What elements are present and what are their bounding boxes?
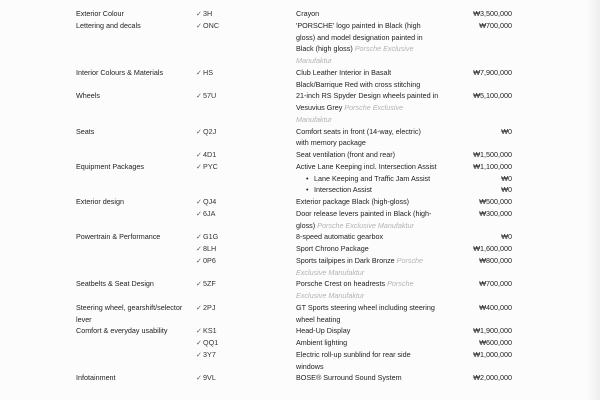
option-code — [196, 279, 252, 289]
option-code-text: 0P6 — [203, 255, 216, 265]
checkmark-icon: ✓ — [196, 197, 203, 206]
option-code-text: QJ4 — [203, 197, 217, 206]
option-code — [196, 303, 252, 313]
option-code — [196, 350, 252, 360]
option-description — [296, 291, 446, 301]
option-row — [0, 197, 600, 207]
option-description-text: with memory package — [296, 138, 366, 148]
option-description-text: 21-inch RS Spyder Design wheels painted in — [296, 91, 439, 101]
checkmark-icon: ✓ — [196, 326, 203, 336]
exclusive-manufaktur-note: Porsche Exclusive — [352, 44, 414, 54]
option-description-text: windows — [296, 361, 324, 371]
option-row — [0, 9, 600, 19]
option-price: ₩1,600,000 — [473, 244, 512, 253]
option-price: ₩1,100,000 — [473, 161, 512, 171]
option-price: ₩1,000,000 — [473, 349, 512, 359]
option-code — [196, 197, 252, 207]
option-code — [196, 162, 252, 172]
option-price: ₩700,000 — [479, 20, 512, 30]
option-price: ₩5,100,000 — [473, 91, 512, 101]
option-code-text: QQ1 — [203, 338, 219, 347]
option-row — [0, 115, 600, 125]
option-description — [296, 80, 446, 90]
option-row — [0, 362, 600, 372]
option-description — [296, 256, 446, 266]
option-description — [296, 138, 446, 148]
option-row — [0, 138, 600, 148]
option-code — [196, 326, 252, 336]
option-row — [0, 185, 600, 195]
option-row — [0, 33, 600, 43]
option-description-text: Exterior package Black (high-gloss) — [296, 197, 410, 206]
option-row — [0, 350, 600, 360]
option-category: Seatbelts & Seat Design — [76, 279, 154, 289]
option-description — [296, 244, 446, 254]
option-price: ₩500,000 — [479, 197, 512, 206]
option-price: ₩400,000 — [479, 302, 512, 312]
option-description — [296, 373, 446, 383]
option-description-text: 'PORSCHE' logo painted in Black (high — [296, 20, 421, 30]
option-description-text: Head-Up Display — [296, 326, 351, 336]
option-row — [0, 221, 600, 231]
exclusive-manufaktur-note: Porsche — [385, 279, 414, 289]
option-code-text: 8LH — [203, 244, 217, 253]
option-description-text: gloss) — [296, 220, 316, 230]
checkmark-icon: ✓ — [196, 161, 203, 171]
option-description — [296, 115, 446, 125]
checkmark-icon: ✓ — [196, 373, 203, 383]
checkmark-icon: ✓ — [196, 232, 203, 242]
option-description — [296, 162, 446, 172]
option-category: Equipment Packages — [76, 161, 144, 171]
option-code — [196, 209, 252, 219]
option-row — [0, 162, 600, 172]
option-code — [196, 244, 252, 254]
option-row — [0, 91, 600, 101]
option-row — [0, 21, 600, 31]
option-code — [196, 127, 252, 137]
checkmark-icon: ✓ — [196, 302, 203, 312]
option-description-text: Black (high gloss) — [296, 44, 353, 54]
option-description — [296, 279, 446, 289]
option-description-text: Electric roll-up sunblind for rear side — [296, 349, 411, 359]
option-description-text: Club Leather Interior in Basalt — [296, 67, 392, 77]
option-description-text: 8-speed automatic gearbox — [296, 232, 384, 242]
option-description-text: Vesuvius Grey — [296, 103, 343, 112]
option-category: Comfort & everyday usability — [76, 326, 168, 336]
option-code-text: PYC — [203, 161, 218, 171]
option-row — [0, 80, 600, 90]
option-code-text: Q2J — [203, 126, 217, 136]
option-category: Interior Colours & Materials — [76, 67, 164, 77]
exclusive-manufaktur-note: Exclusive Manufaktur — [296, 267, 365, 277]
option-code-text: 2PJ — [203, 302, 216, 312]
checkmark-icon: ✓ — [196, 9, 203, 18]
option-description-text: Black/Barrique Red with cross stitching — [296, 79, 421, 89]
option-description — [296, 338, 446, 348]
option-code — [196, 373, 252, 383]
option-description-text: Lane Keeping and Traffic Jam Assist — [314, 173, 431, 183]
option-description-text: Seat ventilation (front and rear) — [296, 150, 396, 159]
checkmark-icon: ✓ — [196, 208, 203, 218]
option-code-text: 6JA — [203, 208, 216, 218]
option-description — [296, 68, 446, 78]
option-description — [296, 268, 446, 278]
exclusive-manufaktur-note: Manufaktur — [296, 114, 332, 124]
option-description-text: BOSE® Surround Sound System — [296, 373, 402, 383]
option-price: ₩0 — [501, 232, 512, 242]
option-description-text: gloss) and model designation painted in — [296, 32, 423, 42]
option-price: ₩1,900,000 — [473, 326, 512, 336]
option-description — [296, 103, 446, 113]
checkmark-icon: ✓ — [196, 244, 203, 253]
option-price: ₩600,000 — [479, 338, 512, 347]
option-category: Infotainment — [76, 373, 116, 383]
option-price: ₩0 — [501, 173, 512, 183]
option-row — [0, 44, 600, 54]
option-description — [296, 197, 446, 207]
option-row — [0, 150, 600, 160]
option-description — [296, 350, 446, 360]
option-description — [296, 221, 446, 231]
option-description — [296, 91, 446, 101]
option-code — [196, 9, 252, 19]
option-category: Steering wheel, gearshift/selector — [76, 302, 183, 312]
option-description — [296, 315, 446, 325]
exclusive-manufaktur-note: Porsche Exclusive Manufaktur — [315, 220, 414, 230]
option-subitem — [296, 185, 464, 195]
scan-edge-shadow — [586, 0, 600, 400]
option-code — [196, 68, 252, 78]
checkmark-icon: ✓ — [196, 338, 203, 347]
option-row — [0, 103, 600, 113]
option-row — [0, 127, 600, 137]
option-row — [0, 256, 600, 266]
option-subitem — [296, 174, 464, 184]
option-category: Powertrain & Performance — [76, 232, 161, 242]
option-price: ₩2,000,000 — [473, 373, 512, 383]
option-description-text: Ambient lighting — [296, 338, 348, 347]
option-category: Exterior Colour — [76, 9, 124, 18]
option-description — [296, 127, 446, 137]
option-category: Seats — [76, 126, 95, 136]
option-description — [296, 150, 446, 160]
option-code — [196, 21, 252, 31]
option-description — [296, 44, 446, 54]
option-description-text: Sport Chrono Package — [296, 244, 369, 253]
option-row — [0, 209, 600, 219]
option-description-text: Sports tailpipes in Dark Bronze — [296, 255, 395, 265]
checkmark-icon: ✓ — [196, 91, 203, 101]
option-row — [0, 279, 600, 289]
option-row — [0, 373, 600, 383]
option-price: ₩300,000 — [479, 208, 512, 218]
option-row — [0, 174, 600, 184]
option-price: ₩800,000 — [479, 255, 512, 265]
option-category: Lettering and decals — [76, 20, 141, 30]
option-code — [196, 91, 252, 101]
option-description-text: GT Sports steering wheel including steering — [296, 302, 435, 312]
option-row — [0, 56, 600, 66]
checkmark-icon: ✓ — [196, 126, 203, 136]
option-description — [296, 56, 446, 66]
exclusive-manufaktur-note: Porsche — [394, 255, 424, 265]
option-code — [196, 232, 252, 242]
exclusive-manufaktur-note: Manufaktur — [296, 56, 332, 65]
option-code — [196, 256, 252, 266]
option-description-text: Comfort seats in front (14-way, electric) — [296, 126, 421, 136]
option-code — [196, 150, 252, 160]
option-code — [196, 338, 252, 348]
option-price: ₩3,500,000 — [473, 9, 512, 18]
checkmark-icon: ✓ — [196, 255, 203, 265]
option-price: ₩700,000 — [479, 279, 512, 289]
option-description-text: Active Lane Keeping incl. Intersection Assist — [296, 161, 437, 171]
option-code-text: 57U — [203, 91, 217, 101]
option-description-text: Door release levers painted in Black (high- — [296, 208, 432, 218]
option-row — [0, 338, 600, 348]
checkmark-icon: ✓ — [196, 150, 203, 159]
option-category: Exterior design — [76, 197, 124, 206]
option-row — [0, 291, 600, 301]
option-row — [0, 232, 600, 242]
option-code-text: KS1 — [203, 326, 217, 336]
option-category: lever — [76, 314, 92, 324]
option-description-text: Intersection Assist — [314, 185, 372, 195]
option-code-text: 3Y7 — [203, 349, 216, 359]
checkmark-icon: ✓ — [196, 20, 203, 30]
checkmark-icon: ✓ — [196, 349, 203, 359]
checkmark-icon: ✓ — [196, 67, 203, 77]
option-row — [0, 244, 600, 254]
option-code-text: ONC — [203, 20, 220, 30]
option-description-text: Porsche Crest on headrests — [296, 279, 386, 289]
option-description-text: Crayon — [296, 9, 320, 18]
exclusive-manufaktur-note: Exclusive Manufaktur — [296, 291, 365, 300]
exclusive-manufaktur-note: Porsche Exclusive — [342, 103, 404, 112]
option-description-text: wheel heating — [296, 314, 341, 324]
option-code-text: 4D1 — [203, 150, 217, 159]
option-code-text: 5ZF — [203, 279, 216, 289]
option-price: ₩0 — [501, 126, 512, 136]
option-category: Wheels — [76, 91, 100, 101]
option-code-text: 3H — [203, 9, 213, 18]
option-description — [296, 326, 446, 336]
option-price: ₩0 — [501, 185, 512, 195]
option-row — [0, 268, 600, 278]
option-description — [296, 21, 446, 31]
option-row — [0, 315, 600, 325]
option-description — [296, 362, 446, 372]
option-description — [296, 232, 446, 242]
option-price: ₩1,500,000 — [473, 150, 512, 159]
option-code-text: HS — [203, 67, 214, 77]
option-row — [0, 326, 600, 336]
option-row — [0, 68, 600, 78]
option-code-text: 9VL — [203, 373, 216, 383]
option-code-text: G1G — [203, 232, 219, 242]
option-row — [0, 303, 600, 313]
option-description — [296, 33, 446, 43]
checkmark-icon: ✓ — [196, 279, 203, 289]
option-price: ₩7,900,000 — [473, 67, 512, 77]
option-description — [296, 9, 446, 19]
option-description — [296, 209, 446, 219]
option-description — [296, 303, 446, 313]
